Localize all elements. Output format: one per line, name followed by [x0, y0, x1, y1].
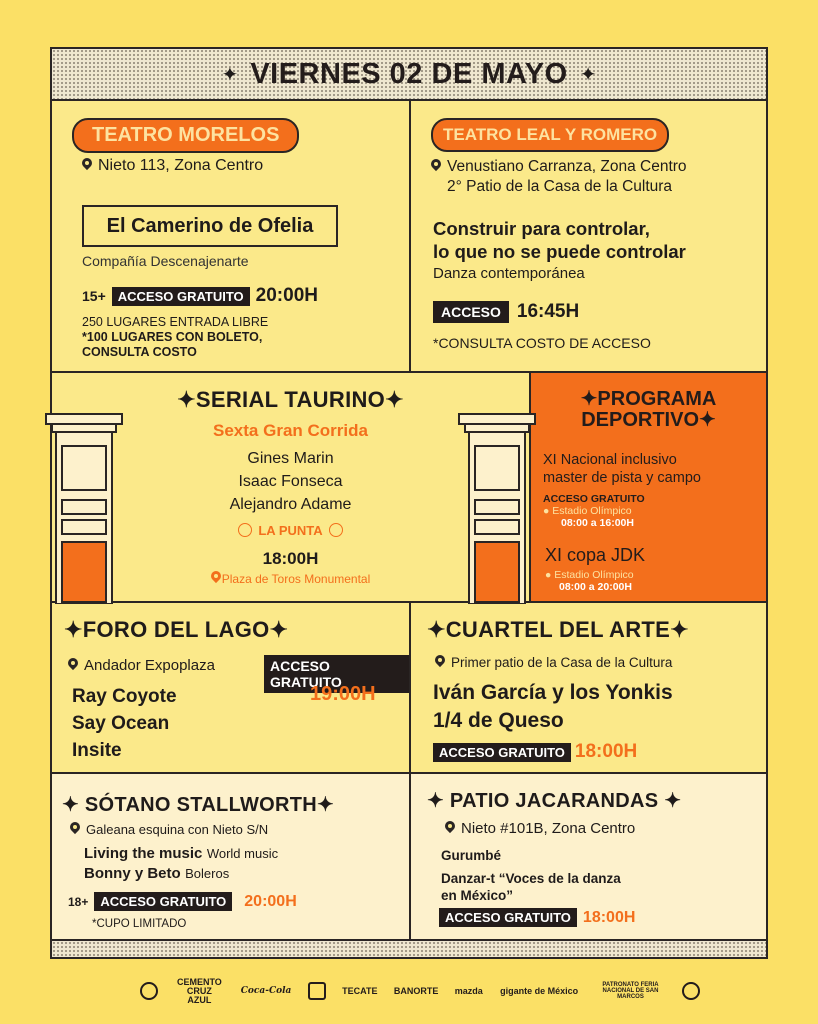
show-time: 16:45H [516, 301, 580, 322]
location-pin-icon [82, 158, 92, 171]
act-name: Gurumbé [441, 848, 502, 863]
sponsor-logo: mazda [454, 985, 483, 996]
address-text: Galeana esquina con Nieto S/N [86, 822, 269, 837]
cost-note: *CONSULTA COSTO DE ACCESO [433, 335, 651, 351]
venue-pill: TEATRO LEAL Y ROMERO [431, 118, 669, 152]
program-frame [50, 47, 768, 959]
title-line: ✦PROGRAMA [580, 388, 717, 410]
note-line: CONSULTA COSTO [82, 345, 197, 359]
sponsor-icon [308, 982, 326, 1000]
date-header [52, 49, 766, 101]
pillar-right-icon [455, 412, 539, 604]
address-block [431, 157, 687, 197]
address-text: Nieto 113, Zona Centro [98, 157, 264, 174]
access-row [433, 741, 637, 763]
brand-text: LA PUNTA [258, 523, 323, 538]
age-rating: 18+ [68, 894, 89, 909]
location-pin-icon: ● [543, 505, 550, 517]
cuartel-del-arte-panel [411, 603, 766, 772]
patio-jacarandas-panel [411, 774, 766, 943]
location-pin-icon [431, 159, 441, 172]
act-genre: World music [206, 846, 279, 861]
footer-strip [52, 939, 766, 957]
diamond-icon: ✦ [221, 63, 239, 86]
diamond-icon: ✦ [579, 63, 597, 86]
event-2: XI copa JDK [545, 545, 646, 565]
list-item: Gines Marin [247, 450, 334, 467]
sponsor-logo: PATRONATO FERIA NACIONAL DE SAN MARCOS [602, 982, 659, 1000]
act-genre: Boleros [185, 866, 230, 881]
event-1 [543, 451, 701, 487]
act-name: Living the music [84, 845, 203, 862]
section-title [531, 389, 766, 431]
section-title: ✦ SÓTANO STALLWORTH✦ [62, 794, 335, 816]
show-time: 18:00H [574, 741, 638, 762]
show-title-line: lo que no se puede controlar [433, 241, 686, 262]
location-pin-icon [70, 822, 80, 835]
page-title: VIERNES 02 DE MAYO [250, 57, 568, 90]
access-label: ACCESO GRATUITO [112, 287, 250, 306]
fair-logo-icon [682, 982, 700, 1000]
place-text: Estadio Olímpico [554, 569, 634, 581]
address-line [68, 657, 215, 674]
list-item: Iván García y los Yonkis [433, 681, 673, 704]
list-item: Ray Coyote [72, 686, 177, 707]
location-pin-icon [435, 655, 445, 668]
sponsor-logo: Coca-Cola [240, 985, 292, 996]
location-pin-icon [445, 821, 455, 834]
access-label: ACCESO GRATUITO [433, 743, 571, 762]
access-row [82, 285, 318, 307]
address-text: Primer patio de la Casa de la Cultura [451, 655, 673, 670]
location-pin-icon [211, 571, 219, 584]
age-rating: 15+ [82, 288, 106, 304]
list-item: Insite [72, 740, 122, 761]
show-time: 20:00H [244, 892, 297, 910]
show-time: 20:00H [255, 285, 318, 306]
address-text: Andador Expoplaza [84, 657, 215, 674]
address-line [445, 820, 635, 837]
event-line: XI Nacional inclusivo [543, 452, 677, 468]
seat-notes [82, 315, 268, 360]
sponsor-logo: CEMENTO CRUZ AZUL [176, 976, 222, 1005]
section-title: ✦SERIAL TAURINO✦ [177, 387, 404, 412]
address-line [70, 822, 268, 837]
access-row [439, 908, 635, 927]
event-2-details [545, 569, 634, 593]
sponsor-logo: gigante de México [500, 985, 579, 996]
address-text: Venustiano Carranza, Zona Centro [447, 158, 687, 175]
show-title [433, 217, 686, 263]
bull-icon [329, 523, 343, 537]
act-line: Danzar-t “Voces de la danza [441, 871, 621, 886]
location-pin-icon: ● [545, 569, 552, 581]
section-title: ✦ PATIO JACARANDAS ✦ [427, 790, 682, 812]
list-item: Isaac Fonseca [238, 473, 343, 490]
address-text: Nieto #101B, Zona Centro [461, 820, 636, 837]
address-text: 2° Patio de la Casa de la Cultura [447, 178, 673, 195]
acts-list [433, 679, 673, 735]
section-title: ✦FORO DEL LAGO✦ [64, 617, 289, 642]
list-item: Say Ocean [72, 713, 170, 734]
sponsor-logo: BANORTE [393, 985, 439, 996]
sotano-stallworth-panel [52, 774, 409, 943]
access-label: ACCESO GRATUITO [94, 892, 232, 911]
capacity-note: *CUPO LIMITADO [92, 918, 187, 930]
genre: Danza contemporánea [433, 265, 585, 282]
act-name: Bonny y Beto [84, 865, 181, 882]
access-row [433, 301, 579, 323]
show-title-line: Construir para controlar, [433, 218, 650, 239]
sponsor-logo: TECATE [342, 985, 378, 996]
access-label: ACCESO [433, 301, 509, 323]
title-line: DEPORTIVO✦ [581, 409, 716, 431]
list-item: 1/4 de Queso [433, 709, 564, 732]
show-time: 19:00H [310, 683, 376, 705]
address-line [82, 157, 263, 175]
teatro-morelos-panel [52, 101, 409, 371]
place-text: Estadio Olímpico [552, 505, 632, 517]
access-label: ACCESO GRATUITO [264, 655, 409, 693]
section-title: ✦CUARTEL DEL ARTE✦ [427, 617, 689, 642]
address-line [435, 655, 672, 670]
act-name [441, 870, 621, 904]
seal-icon [140, 982, 158, 1000]
company-name: Compañía Descenajenarte [82, 253, 249, 269]
show-title-box: El Camerino de Ofelia [82, 205, 338, 247]
hours-text: 08:00 a 16:00H [561, 517, 634, 529]
access-label: ACCESO GRATUITO [543, 493, 645, 505]
note-line: *100 LUGARES CON BOLETO, [82, 330, 263, 344]
event-1-details [543, 493, 645, 529]
note-line: 250 LUGARES ENTRADA LIBRE [82, 315, 269, 329]
venue-pill: TEATRO MORELOS [72, 118, 299, 153]
event-time: 18:00H [262, 549, 319, 568]
teatro-leal-panel [411, 101, 766, 371]
event-line: master de pista y campo [543, 470, 701, 486]
place-text: Plaza de Toros Monumental [221, 572, 371, 586]
bull-icon [238, 523, 252, 537]
sponsor-bar [140, 976, 700, 1006]
access-label: ACCESO GRATUITO [439, 908, 577, 927]
event-subtitle: Sexta Gran Corrida [213, 421, 368, 440]
show-time: 18:00H [582, 908, 636, 926]
hours-text: 08:00 a 20:00H [559, 581, 632, 593]
pillar-left-icon [42, 412, 126, 604]
foro-del-lago-panel [52, 603, 409, 772]
list-item: Alejandro Adame [229, 496, 352, 513]
programa-deportivo-panel [531, 373, 766, 601]
act-line: en México” [441, 888, 514, 903]
acts-list [84, 844, 278, 884]
location-pin-icon [68, 658, 78, 671]
access-row [68, 892, 297, 911]
band-list [72, 683, 177, 764]
